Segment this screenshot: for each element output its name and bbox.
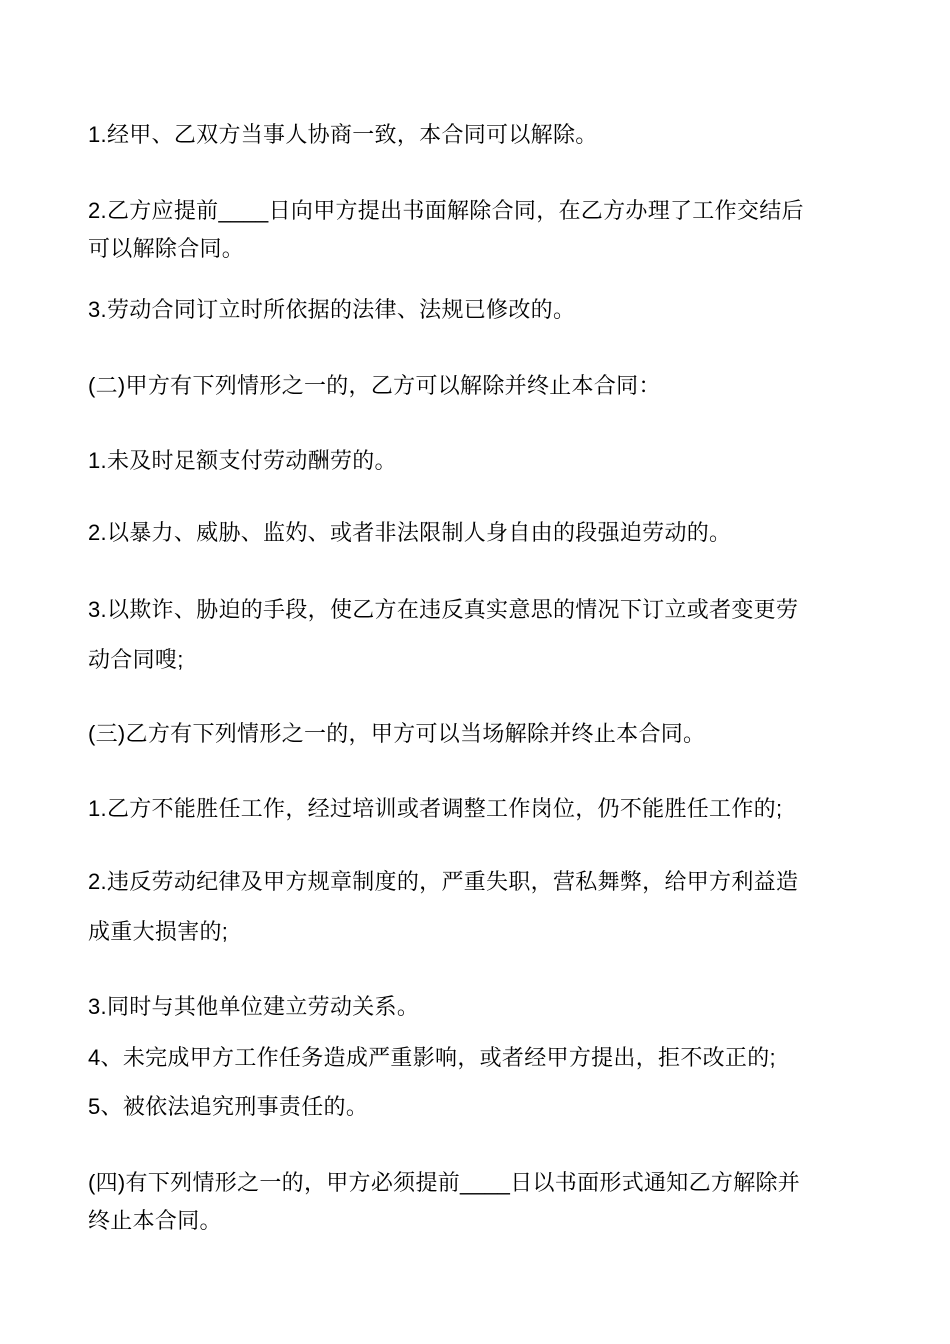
clause-line: 2.以暴力、威胁、监妁、或者非法限制人身自由的段强迫劳动的。 [88, 520, 732, 545]
clause-line: 1.经甲、乙双方当事人协商一致，本合同可以解除。 [88, 122, 598, 147]
clause-line: 3.劳动合同订立时所依据的法律、法规已修改的。 [88, 297, 576, 322]
clause-line: 1.未及时足额支付劳动酬劳的。 [88, 448, 397, 473]
clause-line: 成重大损害的; [88, 919, 229, 944]
clause-line: 3.以欺诈、胁迫的手段，使乙方在违反真实意思的情况下订立或者变更劳 [88, 597, 799, 622]
clause-line: 3.同时与其他单位建立劳动关系。 [88, 994, 420, 1019]
section-heading: (三)乙方有下列情形之一的，甲方可以当场解除并终止本合同。 [88, 721, 706, 746]
clause-line: 1.乙方不能胜任工作，经过培训或者调整工作岗位，仍不能胜任工作的; [88, 796, 783, 821]
clause-line: 终止本合同。 [88, 1208, 222, 1233]
clause-line: 可以解除合同。 [88, 236, 245, 261]
clause-line: 2.乙方应提前____日向甲方提出书面解除合同，在乙方办理了工作交结后 [88, 198, 804, 223]
clause-line: 4、未完成甲方工作任务造成严重影响，或者经甲方提出，拒不改正的; [88, 1045, 776, 1070]
section-heading: (二)甲方有下列情形之一的，乙方可以解除并终止本合同： [88, 373, 661, 398]
section-heading: (四)有下列情形之一的，甲方必须提前____日以书面形式通知乙方解除并 [88, 1170, 801, 1195]
clause-line: 动合同嗖; [88, 647, 184, 672]
clause-line: 2.违反劳动纪律及甲方规章制度的，严重失职，营私舞弊，给甲方利益造 [88, 869, 799, 894]
clause-line: 5、被依法追究刑事责任的。 [88, 1094, 369, 1119]
